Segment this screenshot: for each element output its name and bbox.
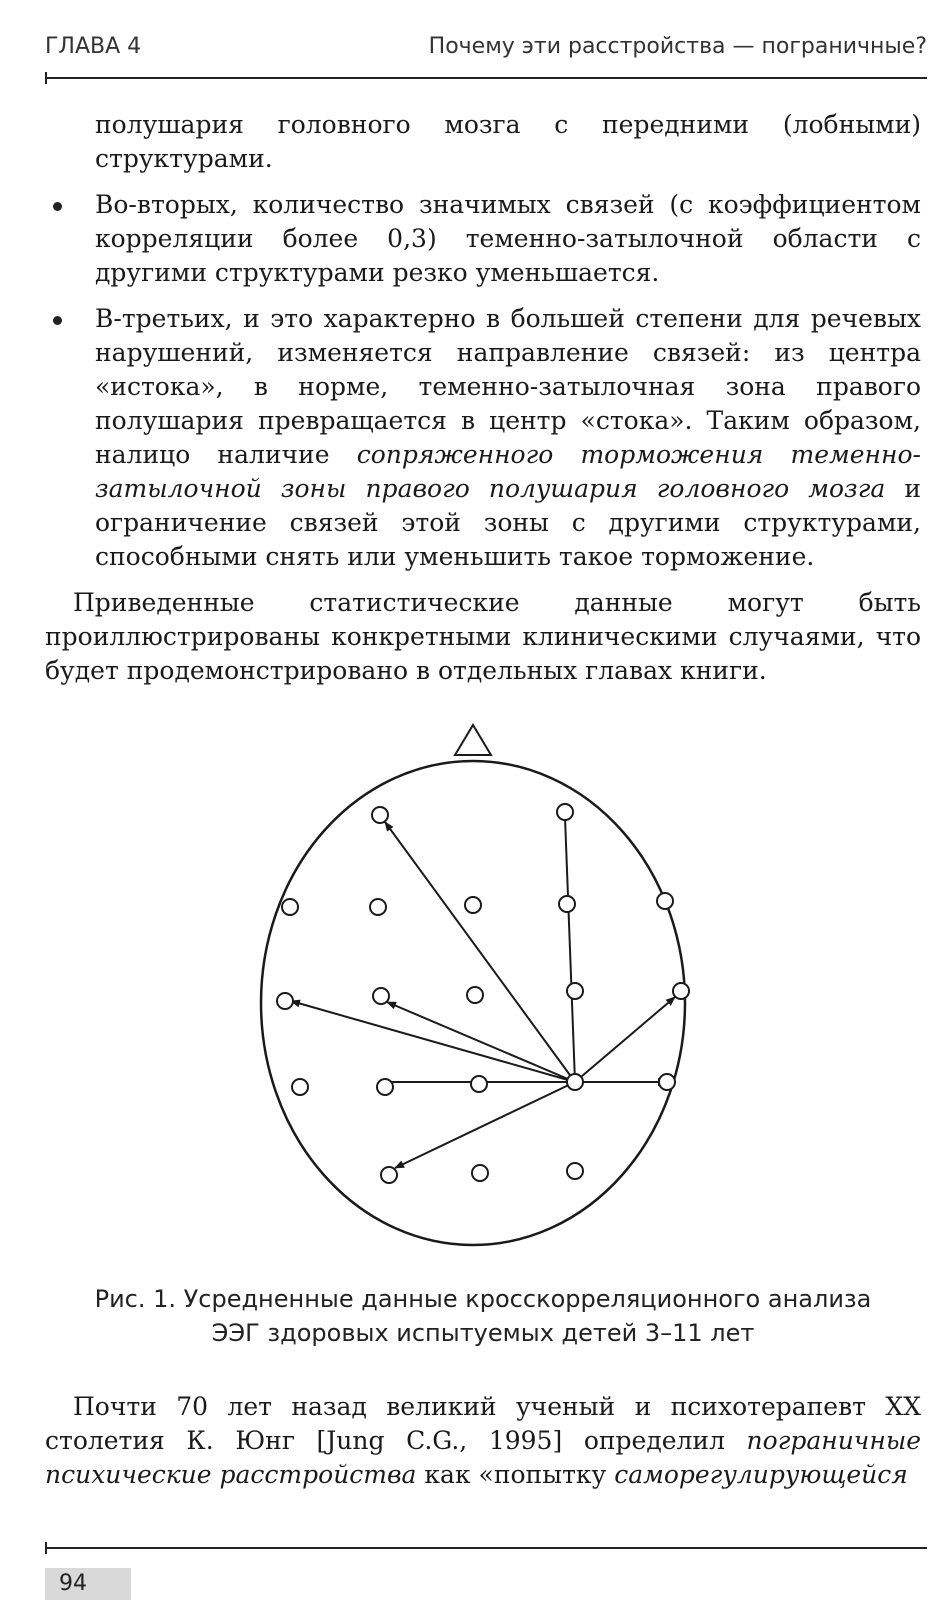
electrode [673,983,689,999]
main-text [45,108,921,688]
electrode [567,1163,583,1179]
electrode [465,897,481,913]
electrode [567,1074,583,1090]
electrode [373,988,389,1004]
nose-marker [455,725,491,755]
electrode [472,1165,488,1181]
electrode [277,993,293,1009]
caption-line-2: ЭЭГ здоровых испытуемых детей 3–11 лет [211,1319,755,1347]
electrode [370,899,386,915]
electrode [381,1167,397,1183]
bullet-item-3 [45,302,921,574]
tail-paragraph [45,1390,921,1492]
electrode [557,804,573,820]
electrode [282,899,298,915]
footer-rule [45,1547,927,1549]
arrow-line [291,1001,575,1082]
paragraph: Приведенные статистические данные могут быть проиллюстрированы конкретными клиническими случаями, что будет продемонстрировано в отдельных главах книги. [45,588,921,685]
figure-caption [45,1282,921,1350]
tail-emphasis-1: пограничные психические расстройства [45,1426,921,1489]
running-header [45,34,927,78]
bullet-3-text-a: В-третьих, и это характерно в большей степени для речевых нарушений, изменяется направление связей: из центра «истока», в норме, теменно-затылочная зона правого полушария превращается в центр «стока». Таким образом, налицо наличие [95,304,921,469]
tail-emphasis-2: саморегулирующейся [614,1460,908,1489]
bullet-item-2 [45,188,921,290]
electrode [292,1079,308,1095]
running-title: Почему эти расстройства — пограничные? [428,34,927,59]
electrode [467,987,483,1003]
arrow-line [385,822,575,1082]
chapter-label: ГЛАВА 4 [45,34,142,59]
electrode [559,896,575,912]
bullet-icon [53,316,62,325]
bullet-3-emphasis: сопряженного торможения теменно-затылочной зоны правого полушария головного мозга [95,440,921,503]
continuation-text: полушария головного мозга с передними (лобными) структурами. [95,110,921,173]
tail-text-a: Почти 70 лет назад великий ученый и психотерапевт XX столетия К. Юнг [Jung C.G., 1995] определил [45,1392,921,1455]
electrode [657,893,673,909]
electrode [567,983,583,999]
caption-line-1: Рис. 1. Усредненные данные кросскорреляционного анализа [94,1285,872,1313]
header-rule [45,77,927,79]
bullet-icon [53,202,62,211]
electrode [372,807,388,823]
page-number: 94 [45,1568,131,1600]
tail-text [45,1390,921,1492]
tail-text-b: как «попытку [416,1460,615,1489]
eeg-head-diagram [255,715,695,1265]
arrow-line [575,997,675,1082]
electrode [659,1074,675,1090]
arrow-line [395,1082,575,1168]
bullet-3-text-b: и ограничение связей этой зоны с другими структурами, способными снять или уменьшить такое торможение. [95,474,921,571]
bullet-2-text: Во-вторых, количество значимых связей (с коэффициентом корреляции более 0,3) теменно-затылочной области с другими структурами резко уменьшается. [95,190,921,287]
electrode [377,1079,393,1095]
arrow-line [565,817,575,1082]
electrode [471,1076,487,1092]
